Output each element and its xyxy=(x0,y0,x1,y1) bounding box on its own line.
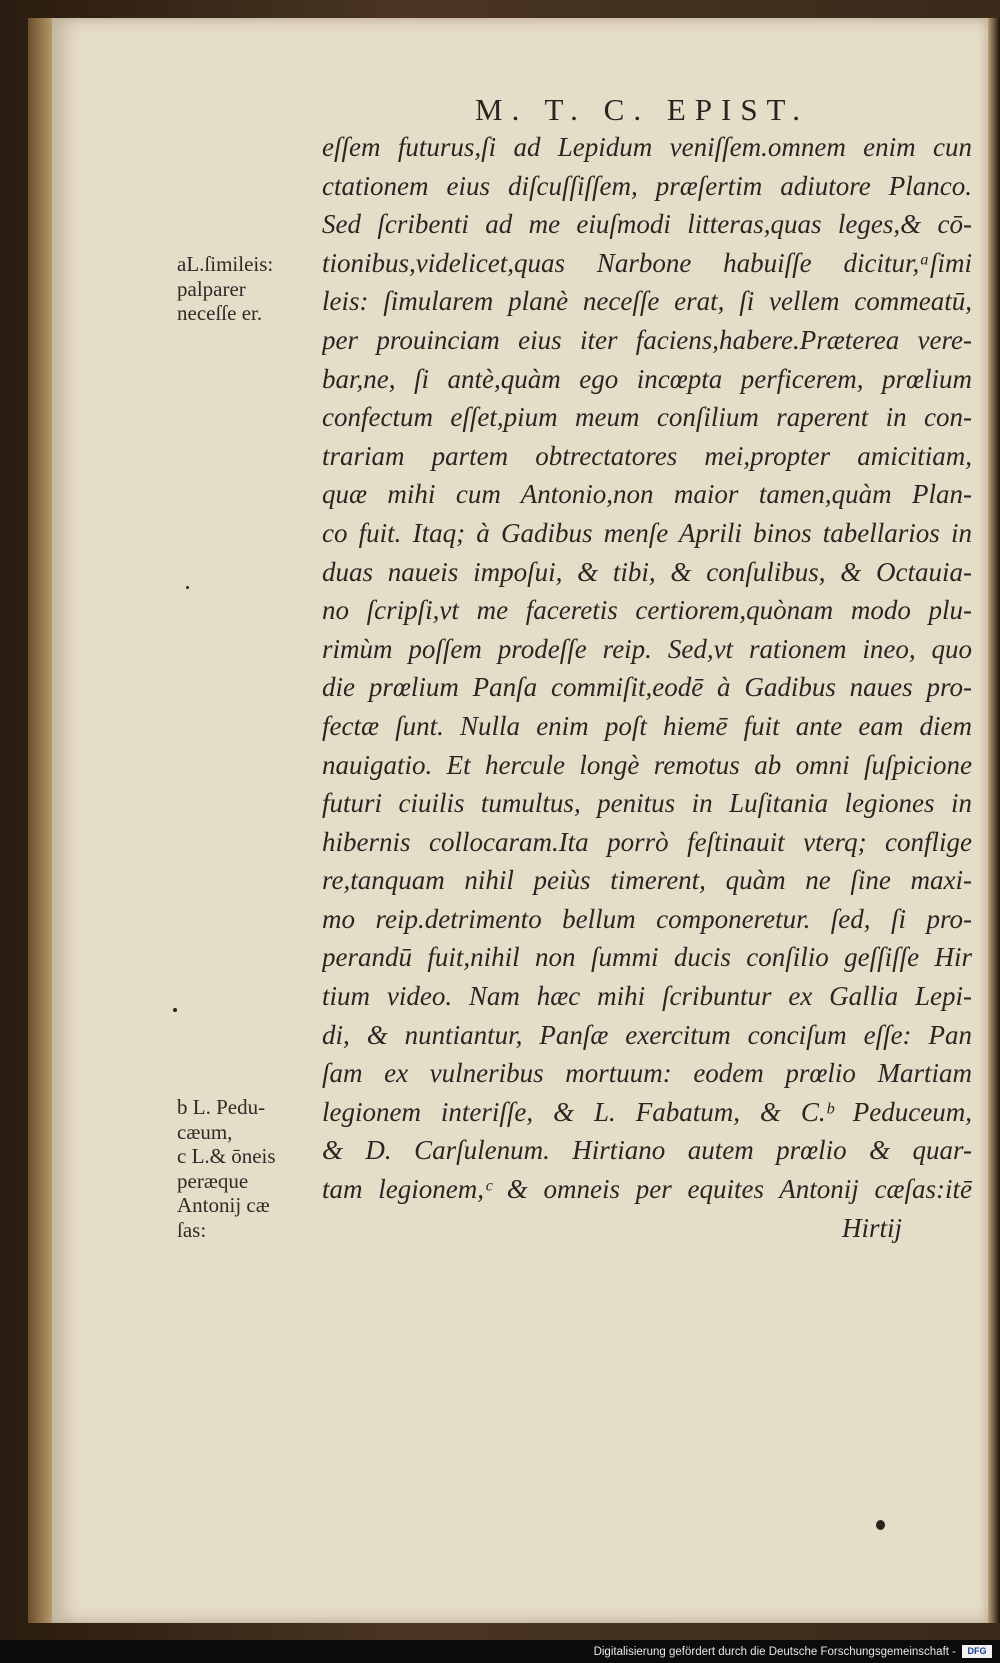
text-line: quæ mihi cum Antonio,non maior tamen,quàm Plan- xyxy=(322,479,972,510)
margin-note-b xyxy=(177,1095,317,1242)
ink-blot xyxy=(876,1520,885,1530)
note-line: c L.& ōneis xyxy=(177,1144,276,1168)
note-line: b L. Pedu- xyxy=(177,1095,266,1119)
note-line: neceſſe er. xyxy=(177,301,263,325)
text-line: & D. Carſulenum. Hirtiano autem prœlio & quar- xyxy=(322,1135,972,1166)
text-line: Hirtij xyxy=(841,1212,902,1243)
text-line: rimùm poſſem prodeſſe reip. Sed,vt rationem ineo, quo xyxy=(322,633,972,664)
text-line: eſſem futurus,ſi ad Lepidum veniſſem.omnem enim cun xyxy=(322,132,972,162)
note-line: peræque xyxy=(177,1168,249,1193)
text-line: tium video. Nam hæc mihi ſcribuntur ex Gallia Lepi- xyxy=(322,981,972,1012)
text-line: re,tanquam nihil peiùs timerent, quàm ne ſine maxi- xyxy=(322,865,972,896)
body-text xyxy=(322,128,972,1247)
text-line: bar,ne, ſi antè,quàm ego incœpta perficerem, prœlium xyxy=(322,363,972,394)
text-line: hibernis collocaram.Ita porrò feſtinauit vterq; conflige xyxy=(322,826,972,857)
text-line: perandū fuit,nihil non ſummi ducis conſilio geſſiſſe Hir xyxy=(322,942,972,973)
margin-speck xyxy=(186,586,189,589)
margin-speck xyxy=(173,1008,177,1012)
text-line: nauigatio. Et hercule longè remotus ab omni ſuſpicione xyxy=(322,749,972,780)
note-line: Antonij cæ xyxy=(177,1193,270,1217)
margin-note-a xyxy=(177,252,317,326)
text-line: ctationem eius diſcuſſiſſem, præſertim adiutore Planco. xyxy=(322,170,972,201)
text-line: no ſcripſi,vt me faceretis certiorem,quònam modo plu- xyxy=(322,595,972,626)
page-right-edge xyxy=(988,18,1000,1623)
text-line: legionem interiſſe, & L. Fabatum, & C.ᵇ Peduceum, xyxy=(322,1096,972,1127)
text-line: fectæ ſunt. Nulla enim poſt hiemē fuit ante eam diem xyxy=(322,710,972,741)
text-line: di, & nuntiantur, Panſæ exercitum conciſum eſſe: Pan xyxy=(322,1019,972,1050)
text-line: confectum eſſet,pium meum conſilium raperent in con- xyxy=(322,402,972,433)
dfg-logo: DFG xyxy=(962,1645,992,1658)
text-line: trariam partem obtrectatores mei,propter amicitiam, xyxy=(322,440,972,471)
note-line: aL.ſimileis: xyxy=(177,252,274,276)
running-head: M. T. C. EPIST. xyxy=(475,92,809,127)
text-line: per prouinciam eius iter faciens,habere.Præterea vere- xyxy=(322,324,972,355)
text-line: leis: ſimularem planè neceſſe erat, ſi vellem commeatū, xyxy=(322,286,972,317)
text-line: futuri ciuilis tumultus, penitus in Luſitania legiones in xyxy=(322,788,972,819)
footer-credit: Digitalisierung gefördert durch die Deutsche Forschungsgemeinschaft - xyxy=(593,1646,956,1658)
text-line: die prœlium Panſa commiſit,eodē à Gadibus naues pro- xyxy=(322,672,972,703)
note-line: palparer xyxy=(177,276,246,301)
text-line: duas naueis impoſui, & tibi, & conſulibus, & Octauia- xyxy=(322,556,972,587)
text-line: tionibus,videlicet,quas Narbone habuiſſe dicitur,ᵃſimi xyxy=(322,247,972,278)
note-line: ſas: xyxy=(177,1217,207,1242)
note-line: cæum, xyxy=(177,1119,233,1144)
text-line: ſam ex vulneribus mortuum: eodem prœlio Martiam xyxy=(322,1058,972,1089)
text-line: mo reip.detrimento bellum componeretur. ſed, ſi pro- xyxy=(322,903,972,934)
text-line: tam legionem,ᶜ & omneis per equites Antonij cæſas:itē xyxy=(322,1174,972,1205)
text-line: Sed ſcribenti ad me eiuſmodi litteras,quas leges,& cō- xyxy=(322,209,972,240)
text-line: co fuit. Itaq; à Gadibus menſe Aprili binos tabellarios in xyxy=(322,517,972,548)
